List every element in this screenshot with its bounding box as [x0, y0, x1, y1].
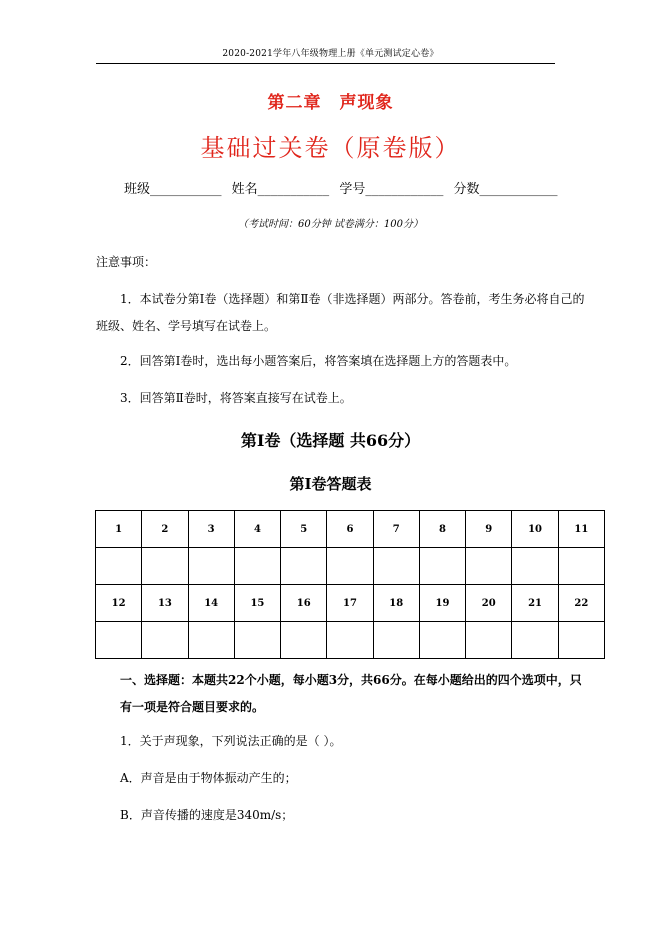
- section-title: 第Ⅰ卷（选择题 共66分）: [240, 431, 421, 450]
- question-number-cell: 9: [466, 511, 512, 548]
- answer-cell[interactable]: [281, 622, 327, 659]
- question-number-cell: 3: [188, 511, 234, 548]
- question-number-cell: 5: [281, 511, 327, 548]
- question-number-cell: 22: [558, 585, 604, 622]
- answer-cell[interactable]: [558, 622, 604, 659]
- question-number-cell: 8: [419, 511, 465, 548]
- student-info-fields: [124, 178, 563, 197]
- answer-cell[interactable]: [234, 622, 280, 659]
- answer-cell[interactable]: [234, 548, 280, 585]
- question-number-cell: 18: [373, 585, 419, 622]
- answer-cell[interactable]: [142, 622, 188, 659]
- table-row: [96, 585, 605, 622]
- answer-cell[interactable]: [558, 548, 604, 585]
- note-item-1: 1．本试卷分第Ⅰ卷（选择题）和第Ⅱ卷（非选择题）两部分。答卷前，考生务必将自己的: [120, 292, 585, 306]
- question-number-cell: 10: [512, 511, 558, 548]
- exam-info: （考试时间：60分钟 试卷满分：100分）: [238, 219, 423, 230]
- note-item-3: 3．回答第Ⅱ卷时，将答案直接写在试卷上。: [120, 391, 352, 405]
- answer-cell[interactable]: [419, 548, 465, 585]
- question-number-cell: 1: [96, 511, 142, 548]
- main-title: 基础过关卷（原卷版）: [200, 134, 461, 162]
- answer-cell[interactable]: [327, 622, 373, 659]
- chapter-title: [0, 88, 661, 113]
- answer-cell[interactable]: [188, 548, 234, 585]
- question-number-cell: 7: [373, 511, 419, 548]
- question-number-cell: 20: [466, 585, 512, 622]
- answer-cell[interactable]: [188, 622, 234, 659]
- question-number-cell: 19: [419, 585, 465, 622]
- question-number-cell: 17: [327, 585, 373, 622]
- answer-cell[interactable]: [466, 622, 512, 659]
- question-number-cell: 14: [188, 585, 234, 622]
- answer-cell[interactable]: [373, 548, 419, 585]
- question-1-option-a: A．声音是由于物体振动产生的；: [120, 771, 297, 785]
- question-number-cell: 4: [234, 511, 280, 548]
- question-number-cell: 6: [327, 511, 373, 548]
- note-item-1-cont: 班级、姓名、学号填写在试卷上。: [96, 319, 277, 333]
- page-header: 2020-2021学年八年级物理上册《单元测试定心卷》: [222, 49, 439, 59]
- question-1-stem: 1．关于声现象，下列说法正确的是（ ）。: [120, 734, 342, 748]
- question-1-option-b: B．声音传播的速度是340m/s；: [120, 808, 294, 822]
- header-divider: [96, 63, 555, 64]
- question-number-cell: 11: [558, 511, 604, 548]
- chapter-number: 第二章: [267, 93, 322, 113]
- answer-cell[interactable]: [419, 622, 465, 659]
- class-field[interactable]: 班级___________: [124, 182, 222, 197]
- chapter-name: 声现象: [339, 93, 394, 113]
- student-id-field[interactable]: 学号____________: [339, 182, 444, 197]
- question-number-cell: 12: [96, 585, 142, 622]
- answer-cell[interactable]: [327, 548, 373, 585]
- notes-heading: 注意事项：: [96, 255, 157, 269]
- answer-cell[interactable]: [142, 548, 188, 585]
- table-row: [96, 548, 605, 585]
- answer-cell[interactable]: [512, 548, 558, 585]
- answer-cell[interactable]: [512, 622, 558, 659]
- answer-cell[interactable]: [466, 548, 512, 585]
- table-row: [96, 622, 605, 659]
- name-field[interactable]: 姓名___________: [231, 182, 330, 197]
- question-number-cell: 13: [142, 585, 188, 622]
- question-number-cell: 2: [142, 511, 188, 548]
- answer-cell[interactable]: [281, 548, 327, 585]
- answer-cell[interactable]: [373, 622, 419, 659]
- question-number-cell: 21: [512, 585, 558, 622]
- question-section-intro: 一、选择题：本题共22个小题，每小题3分，共66分。在每小题给出的四个选项中，只有一项是符合题目要求的。: [120, 673, 582, 714]
- question-number-cell: 15: [234, 585, 280, 622]
- answer-cell[interactable]: [96, 622, 142, 659]
- score-field[interactable]: 分数____________: [453, 182, 558, 197]
- question-number-cell: 16: [281, 585, 327, 622]
- answer-table-title: 第Ⅰ卷答题表: [289, 475, 372, 493]
- note-item-2: 2．回答第Ⅰ卷时，选出每小题答案后，将答案填在选择题上方的答题表中。: [120, 354, 517, 368]
- table-row: [96, 511, 605, 548]
- answer-cell[interactable]: [96, 548, 142, 585]
- answer-table: [95, 510, 605, 659]
